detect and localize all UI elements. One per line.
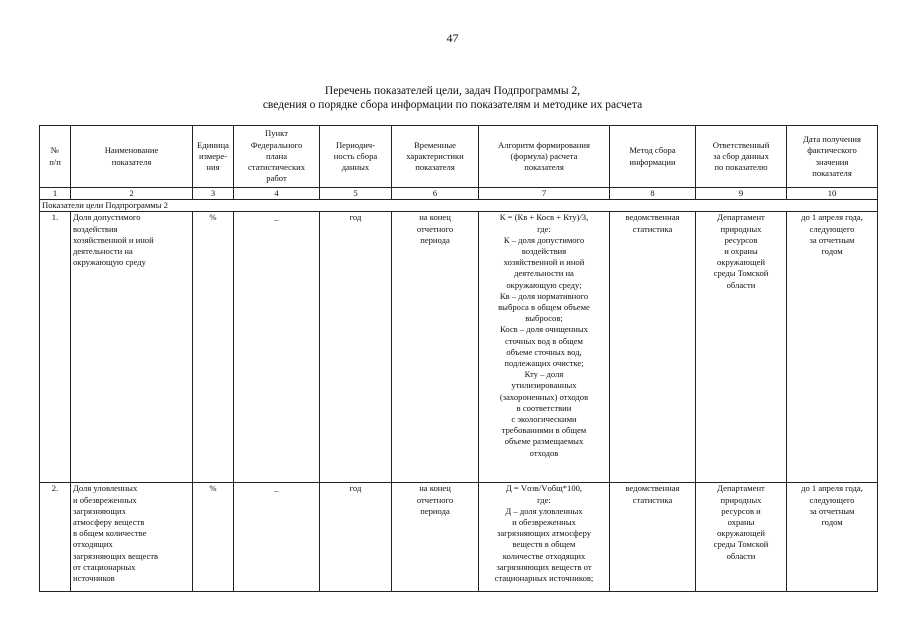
calculation-algorithm-line: подлежащих очистке;: [504, 358, 584, 369]
column-header-line: Наименование: [104, 145, 159, 156]
calculation-algorithm-line: объеме сточных вод,: [506, 346, 582, 357]
column-header-4: [234, 126, 320, 188]
column-header-line: №: [50, 145, 60, 156]
column-header-8: [610, 126, 696, 188]
calculation-algorithm-line: объеме размещаемых: [504, 436, 584, 447]
column-header-line: работ: [266, 173, 287, 184]
column-number: 8: [610, 188, 696, 200]
header-row: [40, 126, 878, 188]
column-header-9: [696, 126, 787, 188]
actual-value-date-line: следующего: [809, 494, 855, 505]
responsible-body: [696, 212, 787, 483]
column-header-1: [40, 126, 71, 188]
column-header-line: статистических: [247, 162, 306, 173]
calculation-algorithm-line: выброса в общем объеме: [498, 302, 590, 313]
time-characteristics-line: на конец: [419, 212, 451, 223]
indicator-name: [71, 483, 193, 592]
calculation-algorithm-line: отходов: [529, 447, 559, 458]
column-header-line: п/п: [49, 156, 61, 167]
responsible-body-line: и охраны: [724, 246, 758, 257]
calculation-algorithm-line: (захороненных) отходов: [499, 391, 589, 402]
column-header-line: Единица: [197, 139, 229, 150]
actual-value-date-line: до 1 апреля года,: [801, 212, 863, 223]
actual-value-date-line: следующего: [809, 223, 855, 234]
column-header-line: фактического: [807, 145, 857, 156]
collection-periodicity: год: [320, 212, 392, 483]
indicator-name-line: Доля допустимого: [73, 212, 141, 223]
column-header-line: за сбор данных: [713, 150, 769, 161]
responsible-body-line: природных: [720, 494, 762, 505]
row-number: 1.: [40, 212, 71, 483]
column-number: 1: [40, 188, 71, 200]
calculation-algorithm-line: хозяйственной и иной: [503, 257, 585, 268]
calculation-algorithm-line: загрязняющих атмосферу: [496, 528, 592, 539]
column-number-row: [40, 188, 878, 200]
indicator-name-line: загрязняющих: [73, 505, 126, 516]
indicator-name-line: воздействия: [73, 223, 118, 234]
calculation-algorithm-line: в соответствии: [516, 402, 572, 413]
indicator-name-line: Доля уловленных: [73, 483, 138, 494]
calculation-algorithm-line: К = (Кв + Косв + Кту)/3,: [499, 212, 589, 223]
column-header-line: Периодич-: [335, 139, 376, 150]
responsible-body-line: окружающей: [716, 528, 766, 539]
indicator-name-line: от стационарных: [73, 561, 136, 572]
responsible-body-line: области: [726, 279, 756, 290]
column-header-line: по показателю: [714, 162, 768, 173]
calculation-algorithm-line: где:: [537, 494, 551, 505]
responsible-body-line: природных: [720, 223, 762, 234]
column-header-10: [787, 126, 878, 188]
actual-value-date-line: годом: [821, 246, 843, 257]
column-header-line: Федерального: [250, 139, 303, 150]
indicator-name-line: загрязняющих веществ: [73, 550, 159, 561]
responsible-body-line: области: [726, 550, 756, 561]
responsible-body-line: среды Томской: [713, 268, 769, 279]
indicator-name-line: в общем количестве: [73, 528, 147, 539]
calculation-algorithm-line: веществ в общем: [512, 539, 576, 550]
collection-periodicity: год: [320, 483, 392, 592]
column-number: 2: [71, 188, 193, 200]
column-header-line: Алгоритм формирования: [498, 139, 590, 150]
column-header-line: показателя: [524, 162, 564, 173]
title-line-2: сведения о порядке сбора информации по показателям и методике их расчета: [262, 99, 643, 111]
calculation-algorithm-line: выбросов;: [525, 313, 563, 324]
column-number: 3: [193, 188, 234, 200]
actual-value-date-line: годом: [821, 517, 843, 528]
responsible-body-line: Департамент: [717, 483, 765, 494]
column-number: 10: [787, 188, 878, 200]
calculation-algorithm-line: где:: [537, 223, 551, 234]
time-characteristics-line: на конец: [419, 483, 451, 494]
collection-method-line: ведомственная: [625, 483, 680, 494]
column-header-line: Ответственный: [712, 139, 770, 150]
calculation-algorithm-line: утилизированных: [511, 380, 577, 391]
calculation-algorithm-line: требованиями в общем: [501, 425, 587, 436]
time-characteristics-line: периода: [420, 234, 450, 245]
column-header-line: измере-: [198, 150, 228, 161]
column-number: 9: [696, 188, 787, 200]
column-header-line: значения: [815, 156, 849, 167]
title-line-1: Перечень показателей цели, задач Подпрограммы 2,: [324, 85, 581, 97]
indicator-name-line: и обезвреженных: [73, 494, 137, 505]
indicator-name-line: окружающую среду: [73, 257, 146, 268]
responsible-body-line: ресурсов и: [721, 505, 761, 516]
column-header-7: [479, 126, 610, 188]
column-header-line: информации: [629, 156, 676, 167]
calculation-algorithm-line: загрязняющих веществ от: [496, 561, 592, 572]
column-header-5: [320, 126, 392, 188]
column-header-3: [193, 126, 234, 188]
responsible-body-line: среды Томской: [713, 539, 769, 550]
time-characteristics-line: отчетного: [416, 223, 454, 234]
actual-value-date: [787, 212, 878, 483]
responsible-body-line: охраны: [727, 517, 755, 528]
collection-method-line: статистика: [632, 494, 673, 505]
time-characteristics: [392, 212, 479, 483]
indicator-name-line: хозяйственной и иной: [73, 234, 154, 245]
column-header-line: Временные: [414, 139, 456, 150]
column-number: 5: [320, 188, 392, 200]
time-characteristics-line: периода: [420, 505, 450, 516]
indicator-name: [71, 212, 193, 483]
page-number: 47: [446, 31, 459, 45]
calculation-algorithm-line: стационарных источников;: [494, 573, 594, 584]
calculation-algorithm: [479, 212, 610, 483]
column-header-line: показателя: [111, 156, 152, 167]
indicators-table: [39, 125, 878, 592]
column-number: 4: [234, 188, 320, 200]
collection-method: [610, 212, 696, 483]
column-header-line: показателя: [812, 167, 852, 178]
column-header-line: показателя: [415, 162, 455, 173]
column-number: 7: [479, 188, 610, 200]
calculation-algorithm-line: Кв – доля нормативного: [499, 290, 589, 301]
responsible-body-line: Департамент: [717, 212, 765, 223]
column-header-line: ность сбора: [333, 150, 378, 161]
calculation-algorithm-line: К – доля допустимого: [503, 234, 585, 245]
column-header-line: Метод сбора: [629, 145, 676, 156]
calculation-algorithm-line: и обезвреженных: [512, 517, 576, 528]
collection-method-line: ведомственная: [625, 212, 680, 223]
actual-value-date-line: до 1 апреля года,: [801, 483, 863, 494]
calculation-algorithm-line: с экологическими: [511, 414, 577, 425]
indicator-name-line: отходящих: [73, 539, 113, 550]
unit-of-measure: %: [193, 212, 234, 483]
column-header-line: данных: [341, 162, 370, 173]
calculation-algorithm-line: деятельности на: [514, 268, 574, 279]
table-row: [40, 212, 878, 483]
calculation-algorithm-line: воздействия: [521, 246, 567, 257]
responsible-body: [696, 483, 787, 592]
time-characteristics-line: отчетного: [416, 494, 454, 505]
calculation-algorithm-line: Д = Vозв/Vобщ*100,: [505, 483, 583, 494]
column-header-line: плана: [265, 150, 288, 161]
responsible-body-line: окружающей: [716, 257, 766, 268]
actual-value-date: [787, 483, 878, 592]
federal-plan-item: _: [234, 212, 320, 483]
time-characteristics: [392, 483, 479, 592]
unit-of-measure: %: [193, 483, 234, 592]
responsible-body-line: ресурсов: [724, 234, 758, 245]
actual-value-date-line: за отчетным: [809, 234, 855, 245]
federal-plan-item: _: [234, 483, 320, 592]
row-number: 2.: [40, 483, 71, 592]
column-header-line: Пункт: [265, 128, 288, 139]
document-title: [0, 84, 905, 112]
section-label: Показатели цели Подпрограммы 2: [40, 200, 878, 212]
indicator-name-line: деятельности на: [73, 246, 133, 257]
column-header-line: характеристики: [406, 150, 464, 161]
actual-value-date-line: за отчетным: [809, 505, 855, 516]
column-header-line: ния: [206, 162, 220, 173]
column-header-2: [71, 126, 193, 188]
collection-method: [610, 483, 696, 592]
column-header-line: Дата получения: [803, 134, 861, 145]
calculation-algorithm-line: Косв – доля очищенных: [500, 324, 588, 335]
indicator-name-line: источников: [73, 573, 115, 584]
column-header-line: (формула) расчета: [510, 150, 578, 161]
collection-method-line: статистика: [632, 223, 673, 234]
calculation-algorithm-line: Кту – доля: [524, 369, 564, 380]
calculation-algorithm-line: сточных вод в общем: [505, 335, 583, 346]
indicator-name-line: атмосферу веществ: [73, 517, 145, 528]
calculation-algorithm: [479, 483, 610, 592]
calculation-algorithm-line: Д – доля уловленных: [505, 505, 583, 516]
section-row: [40, 200, 878, 212]
column-header-6: [392, 126, 479, 188]
column-number: 6: [392, 188, 479, 200]
table-row: [40, 483, 878, 592]
calculation-algorithm-line: количестве отходящих: [502, 550, 586, 561]
calculation-algorithm-line: окружающую среду;: [506, 279, 582, 290]
